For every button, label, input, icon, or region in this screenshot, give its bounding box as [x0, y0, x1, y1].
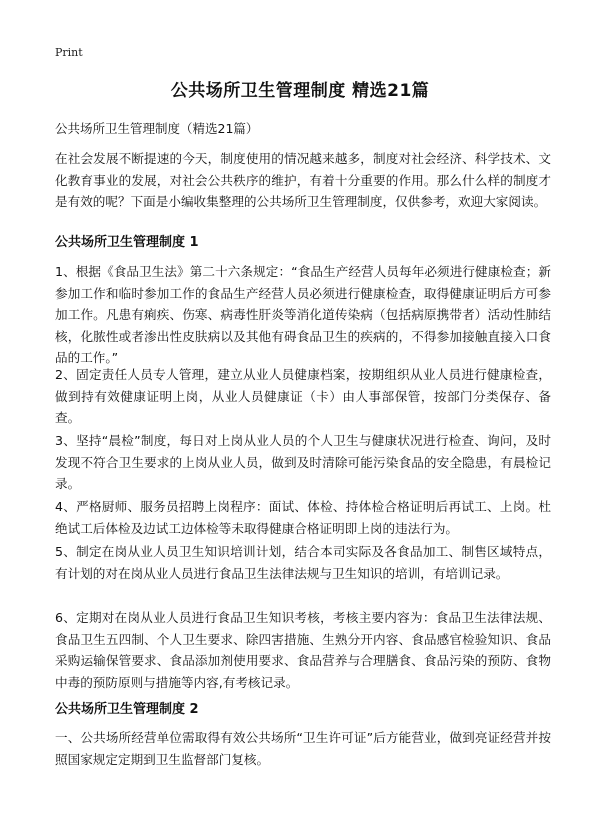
section-1-paragraph-6: 6、定期对在岗从业人员进行食品卫生知识考核，考核主要内容为：食品卫生法律法规、食品卫生五四制、个人卫生要求、除四害措施、生熟分开内容、食品感官检验知识、食品采购运输保管要求、食品添加剂使用要求、食品营养与合理膳食、食品污染的预防、食物中毒的预防原则与措施等内容,有考核记录。: [55, 610, 551, 690]
section-heading-1: 公共场所卫生管理制度 1: [55, 235, 199, 250]
intro-paragraph: 在社会发展不断提速的今天，制度使用的情况越来越多，制度对社会经济、科学技术、文化教育事业的发展，对社会公共秩序的维护，有着十分重要的作用。那么什么样的制度才是有效的呢？下面是小编收集整理的公共场所卫生管理制度，仅供参考，欢迎大家阅读。: [55, 151, 551, 209]
document-subtitle: 公共场所卫生管理制度（精选21篇）: [55, 121, 259, 136]
section-2-paragraph-1: 一、公共场所经营单位需取得有效公共场所“卫生许可证”后方能营业，做到亮证经营并按照国家规定定期到卫生监督部门复核。: [55, 730, 551, 767]
page-title: 公共场所卫生管理制度 精选21篇: [170, 81, 430, 101]
print-link[interactable]: Print: [55, 46, 83, 59]
section-1-paragraph-2: 2、固定责任人员专人管理，建立从业人员健康档案，按期组织从业人员进行健康检查，做到持有效健康证明上岗，从业人员健康证（卡）由人事部保管，按部门分类保存、备查。: [55, 367, 551, 425]
section-1-paragraph-3: 3、坚持“晨检”制度，每日对上岗从业人员的个人卫生与健康状况进行检查、询问，及时发现不符合卫生要求的上岗从业人员，做到及时清除可能污染食品的安全隐患，有晨检记录。: [55, 433, 551, 491]
section-1-paragraph-5: 5、制定在岗从业人员卫生知识培训计划，结合本司实际及各食品加工、制售区域特点，有计划的对在岗从业人员进行食品卫生法律法规与卫生知识的培训，有培训记录。: [55, 544, 551, 581]
section-1-paragraph-1: 1、根据《食品卫生法》第二十六条规定：“食品生产经营人员每年必须进行健康检查；新参加工作和临时参加工作的食品生产经营人员必须进行健康检查，取得健康证明后方可参加工作。凡患有痢疾、伤寒、病毒性肝炎等消化道传染病（包括病原携带者）活动性肺结核，化脓性或者渗出性皮肤病以及其他有碍食品卫生的疾病的，不得参加接触直接入口食品的工作。”: [55, 264, 551, 365]
section-1-paragraph-4: 4、严格厨师、服务员招聘上岗程序：面试、体检、持体检合格证明后再试工、上岗。杜绝试工后体检及边试工边体检等未取得健康合格证明即上岗的违法行为。: [55, 499, 551, 536]
section-heading-2: 公共场所卫生管理制度 2: [55, 702, 199, 717]
